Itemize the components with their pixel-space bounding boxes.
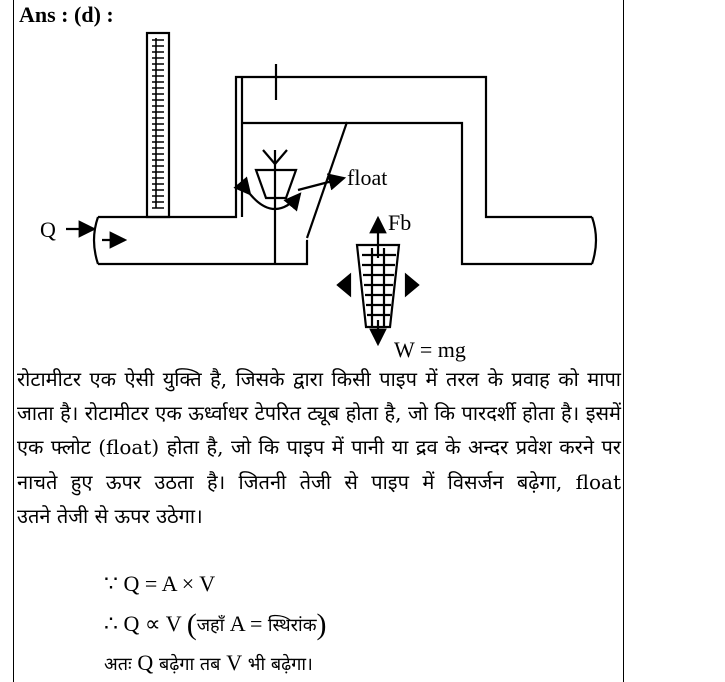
float-pointer-arrow [298, 178, 344, 190]
equation-proportional-main: ∴ Q ∝ V [104, 611, 182, 636]
float-label: float [347, 165, 388, 190]
paragraph-line: ऊपर उठता है। जितनी तेजी से पाइप में विसर्जन बढ़ेगा, float [105, 469, 622, 494]
equation-constant: स्थिरांक [267, 615, 317, 636]
paren-open: ( [186, 608, 197, 641]
paragraph-line: कि पाइप में पानी या द्रव के अन्दर प्रवेश करने पर नाचते हुए [17, 435, 621, 494]
paragraph-line: उतने तेजी से ऊपर उठेगा। [17, 503, 203, 528]
float-detail [338, 218, 418, 344]
float-in-pipe [250, 150, 300, 264]
scale-ruler [147, 33, 169, 217]
paragraph-line: प्रवाह को मापा जाता है। रोटामीटर एक ऊर्ध्वाधर टेपरित ट्यूब होता [17, 367, 621, 426]
explanation-paragraph [17, 362, 621, 533]
paragraph-line: है, जो कि पारदर्शी होता है। इसमें एक फ्लोट (float) होता है, जो [17, 401, 621, 460]
conclusion-q: Q [137, 650, 154, 675]
conclusion-prefix: अतः [104, 654, 138, 675]
equation-where: जहाँ [196, 615, 225, 636]
flow-label: Q [40, 217, 56, 242]
tapered-tube [307, 122, 347, 238]
equation-area: A = [224, 611, 268, 636]
paren-close: ) [316, 608, 327, 641]
buoyancy-label: Fb [388, 210, 412, 235]
conclusion-suffix: भी बढ़ेगा। [242, 654, 313, 675]
equation-proportional [104, 608, 327, 642]
equation-flow: ∵ Q = A × V [104, 571, 216, 596]
equation-conclusion [104, 650, 313, 676]
weight-label: W = mg [394, 337, 466, 362]
conclusion-v: V [226, 650, 243, 675]
paragraph-line: रोटामीटर एक ऐसी युक्ति है, जिसके द्वारा किसी पाइप में तरल के [17, 367, 503, 391]
answer-label: Ans : (d) : [19, 2, 114, 27]
conclusion-mid: बढ़ेगा तब [153, 654, 227, 675]
